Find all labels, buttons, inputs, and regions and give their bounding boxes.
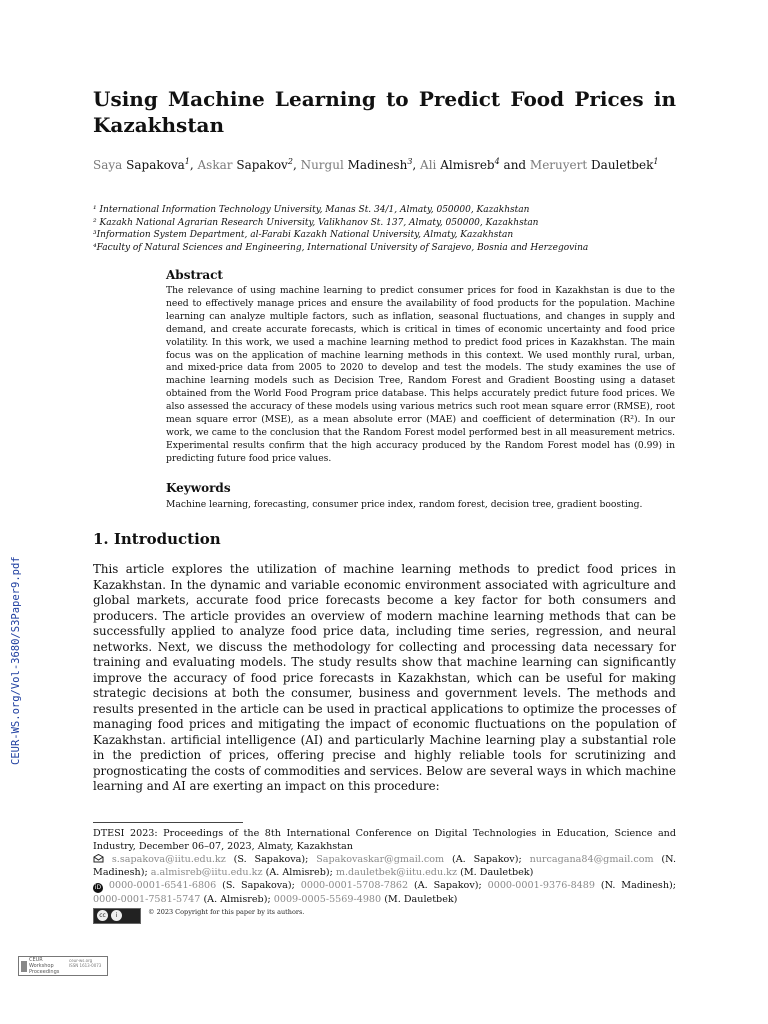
orcid-link[interactable]: 0000-0001-5708-7862 — [300, 880, 409, 891]
author-family-name: Almisreb — [440, 158, 495, 172]
email-owner: (A. Sapakov); — [444, 854, 522, 865]
cc-by-icon: cc i — [93, 908, 141, 924]
author-affiliation-mark: 4 — [494, 157, 500, 166]
author-given-name: Nurgul — [300, 158, 344, 172]
author-given-name: Ali — [420, 158, 437, 172]
keywords-heading: Keywords — [166, 481, 231, 495]
footnote — [93, 827, 676, 906]
orcid-owner: (A. Sapakov); — [408, 880, 482, 891]
author-list: Saya Sapakova$^1$, Askar Sapakov$^2$, Nurgul Madinesh$^3$, Ali Almisreb$^4$ and Meruyert Dauletbek$^1$ — [93, 157, 659, 172]
author-name — [420, 158, 500, 172]
affiliation-3: ³Information System Department, al-Farabi Kazakh National University, Almaty, Kazakhstan — [93, 230, 514, 240]
orcid-owner: (S. Sapakova); — [216, 880, 295, 891]
affiliation-1: ¹ International Information Technology University, Manas St. 34/1, Almaty, 050000, Kazakhstan — [93, 205, 530, 215]
author-given-name: Askar — [197, 158, 233, 172]
introduction-text: This article explores the utilization of machine learning methods to predict food prices in Kazakhstan. In the dynamic and variable economic environment associated with agriculture and global markets, accurate food price forecasts become a key factor for both consumers and producers. The article provides an overview of modern machine learning methods that can be successfully applied to analyze food price data, including time series, regression, and neural networks. Next, we discuss the methodology for collecting and processing data necessary for training and evaluating models. The study results show that machine learning can significantly improve the accuracy of food price forecasts in Kazakhstan, which can be useful for making strategic decisions at both the consumer, business and government levels. The methods and results presented in the article can be used in practical applications to optimize the processes of managing food prices and mitigating the impact of economic fluctuations on the population of Kazakhstan. artificial intelligence (AI) and particularly Machine learning play a substantial role in the prediction of prices, offering precise and highly reliable tools for scrutinizing and prognosticating the costs of commodities and services. Below are several ways in which machine learning and AI are exerting an impact on this procedure: — [93, 562, 676, 793]
author-name — [301, 158, 413, 172]
orcid-owner: (N. Madinesh); — [595, 880, 676, 891]
author-affiliation-mark: 1 — [184, 157, 190, 166]
ceur-logo-mark — [21, 961, 27, 972]
email-link[interactable]: Sapakovaskar@gmail.com — [316, 854, 445, 865]
orcid-link[interactable]: 0000-0001-6541-6806 — [108, 880, 217, 891]
orcid-icon: iD — [94, 884, 102, 891]
affiliations — [93, 204, 676, 254]
email-link[interactable]: nurcagana84@gmail.com — [529, 854, 654, 865]
author-affiliation-mark: 1 — [653, 157, 659, 166]
author-family-name: Sapakova — [126, 158, 185, 172]
author-family-name: Sapakov — [236, 158, 288, 172]
email-owner: (S. Sapakova); — [225, 854, 309, 865]
copyright-note: © 2023 Copyright for this paper by its authors. — [148, 908, 305, 916]
orcid-link[interactable]: 0000-0001-9376-8489 — [487, 880, 595, 891]
author-given-name: Saya — [93, 158, 123, 172]
email-owner: (N. Madinesh); — [93, 854, 676, 878]
paper-title: Using Machine Learning to Predict Food Prices in Kazakhstan — [93, 87, 676, 137]
ceur-logo-text: CEUR Workshop Proceedings — [29, 957, 60, 975]
email-link[interactable]: s.sapakova@iitu.edu.kz — [111, 854, 226, 865]
email-line — [93, 853, 676, 879]
author-name — [198, 158, 293, 172]
footnote-divider — [93, 822, 243, 823]
author-family-name: Dauletbek — [591, 158, 654, 172]
affiliation-2: ² Kazakh National Agrarian Research University, Valikhanov St. 137, Almaty, 050000, Kazakhstan — [93, 217, 539, 228]
author-given-name: Meruyert — [529, 158, 588, 172]
ceur-logo-issn: ceur-ws.org ISSN 1613-0073 — [69, 958, 102, 968]
orcid-line — [93, 879, 676, 906]
author-family-name: Madinesh — [347, 158, 408, 172]
keywords-text: Machine learning, forecasting, consumer price index, random forest, decision tree, gradient boosting. — [166, 499, 643, 510]
email-link[interactable]: m.dauletbek@iitu.edu.kz — [335, 867, 458, 878]
abstract-text: The relevance of using machine learning to predict consumer prices for food in Kazakhstan is due to the need to effectively manage prices and ensure the availability of food products for the population. Machine learning can analyze multiple factors, such as inflation, seasonal fluctuations, and changes in supply and demand, and create accurate forecasts, which is critical in times of economic uncertainty and food price volatility. In this work, we used a machine learning method to predict food prices in Kazakhstan. The main focus was on the application of machine learning methods in this context. We used monthly rural, urban, and mixed-price data from 2005 to 2020 to develop and test the models. The study examines the use of machine learning models such as Decision Tree, Random Forest and Gradient Boosting using a dataset obtained from the World Food Program price database. This helps accurately predict future food prices. We also assessed the accuracy of these models using various metrics such root mean square error (RMSE), root mean square error (MSE), as a mean absolute error (MAE) and coefficient of determination (R²). In our work, we came to the conclusion that the Random Forest model performed best in all measurement metrics. Experimental results confirm that the high accuracy produced by the Random Forest model has (0.99) in predicting future food price values. — [166, 285, 675, 464]
email-owner: (A. Almisreb); — [262, 867, 333, 878]
conference-note: DTESI 2023: Proceedings of the 8th International Conference on Digital Technologies in Education, Science and Industry, December 06–07, 2023, Almaty, Kazakhstan — [93, 828, 676, 852]
affiliation-4: ⁴Faculty of Natural Sciences and Engineering, International University of Sarajevo, Bosnia and Herzegovina — [93, 242, 589, 253]
author-name — [530, 158, 659, 172]
email-owner: (M. Dauletbek) — [457, 867, 534, 878]
author-affiliation-mark: 2 — [287, 157, 293, 166]
abstract-heading: Abstract — [166, 268, 223, 282]
author-affiliation-mark: 3 — [407, 157, 413, 166]
author-name — [93, 158, 190, 172]
orcid-link[interactable]: 0000-0001-7581-5747 — [93, 894, 201, 905]
orcid-owner: (M. Dauletbek) — [381, 894, 458, 905]
orcid-owner: (A. Almisreb); — [200, 894, 271, 905]
side-url-link[interactable]: CEUR-WS.org/Vol-3680/S3Paper9.pdf — [10, 556, 22, 765]
section-heading-introduction: 1. Introduction — [93, 530, 221, 548]
mail-icon — [93, 854, 104, 863]
ceur-logo — [18, 956, 108, 976]
orcid-link[interactable]: 0009-0005-5569-4980 — [273, 894, 382, 905]
email-link[interactable]: a.almisreb@iitu.edu.kz — [150, 867, 263, 878]
